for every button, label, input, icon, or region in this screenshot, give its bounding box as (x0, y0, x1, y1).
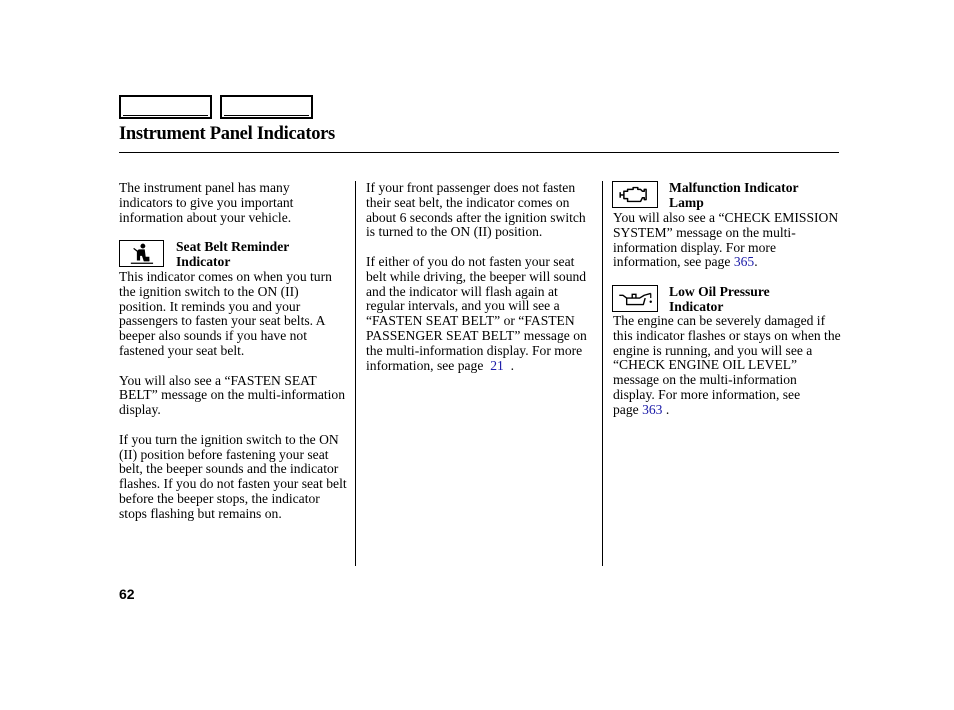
page-title: Instrument Panel Indicators (119, 124, 335, 144)
malfunction-text-body: You will also see a “CHECK EMISSION SYSTEM” message on the multi-information display. For more information, see page (613, 210, 839, 270)
oil-text (613, 314, 842, 418)
seat-belt-heading (176, 240, 289, 270)
passenger-para-2-text: If either of you do not fasten your seat belt while driving, the beeper will sound and the indicator will flash again at regular intervals, and you will see a “FASTEN SEAT BELT” or “FASTEN PASSENGER SEAT BELT” message on the multi-information display. For more information, see page (366, 253, 587, 373)
page-number: 62 (119, 586, 135, 602)
period: . (665, 401, 670, 417)
seat-belt-para-3: If you turn the ignition switch to the ON (II) position before fastening your seat belt, the beeper sounds and the indicator flashes. If you do not fasten your seat belt before the beeper stops, the indicator stops flashing but remains on. (119, 431, 347, 521)
column-divider (602, 181, 603, 566)
column-1 (119, 181, 345, 225)
seat-belt-icon (119, 240, 164, 267)
oil-heading-line2: Indicator (669, 298, 724, 314)
seat-belt-heading-line2: Indicator (176, 253, 231, 269)
page-link-365[interactable]: 365 (733, 254, 755, 270)
oil-body (613, 314, 842, 418)
malfunction-text (613, 211, 839, 270)
seat-belt-para-2: You will also see a “FASTEN SEAT BELT” message on the multi-information display. (119, 372, 346, 418)
oil-text-body: The engine can be severely damaged if this indicator flashes or stays on when the engine is running, and you will see a “CHECK ENGINE OIL LEVEL” message on the multi-information display. For more information, see page (613, 313, 841, 417)
malfunction-heading (669, 181, 799, 211)
intro-text: The instrument panel has many indicators to give you important information about your vehicle. (119, 180, 294, 225)
column-2 (366, 181, 595, 373)
nav-button-next[interactable] (220, 95, 313, 119)
seat-belt-body (119, 270, 348, 536)
oil-can-icon (612, 285, 658, 312)
oil-heading-line1: Low Oil Pressure (669, 284, 770, 299)
seat-belt-para-1: This indicator comes on when you turn the ignition switch to the ON (II) position. It reminds you and your passengers to fasten your seat belts. A beeper also sounds if you have not fastened your seat belt. (119, 269, 332, 358)
column-divider (355, 181, 356, 566)
page-link-21[interactable]: 21 (490, 357, 504, 373)
seat-belt-heading-line1: Seat Belt Reminder (176, 239, 290, 254)
malfunction-body (613, 211, 839, 270)
oil-heading (669, 285, 770, 315)
nav-button-previous[interactable] (119, 95, 212, 119)
page-link-363[interactable]: 363 (642, 401, 663, 417)
malfunction-heading-line1: Malfunction Indicator (669, 180, 799, 195)
period: . (510, 357, 514, 373)
passenger-para-1: If your front passenger does not fasten their seat belt, the indicator comes on about 6 seconds after the ignition switch is turned to the ON (II) position. (366, 180, 586, 240)
title-rule (119, 152, 839, 153)
period: . (754, 254, 758, 270)
passenger-para-2 (366, 255, 595, 373)
check-engine-icon (612, 181, 658, 208)
malfunction-heading-line2: Lamp (669, 194, 704, 210)
